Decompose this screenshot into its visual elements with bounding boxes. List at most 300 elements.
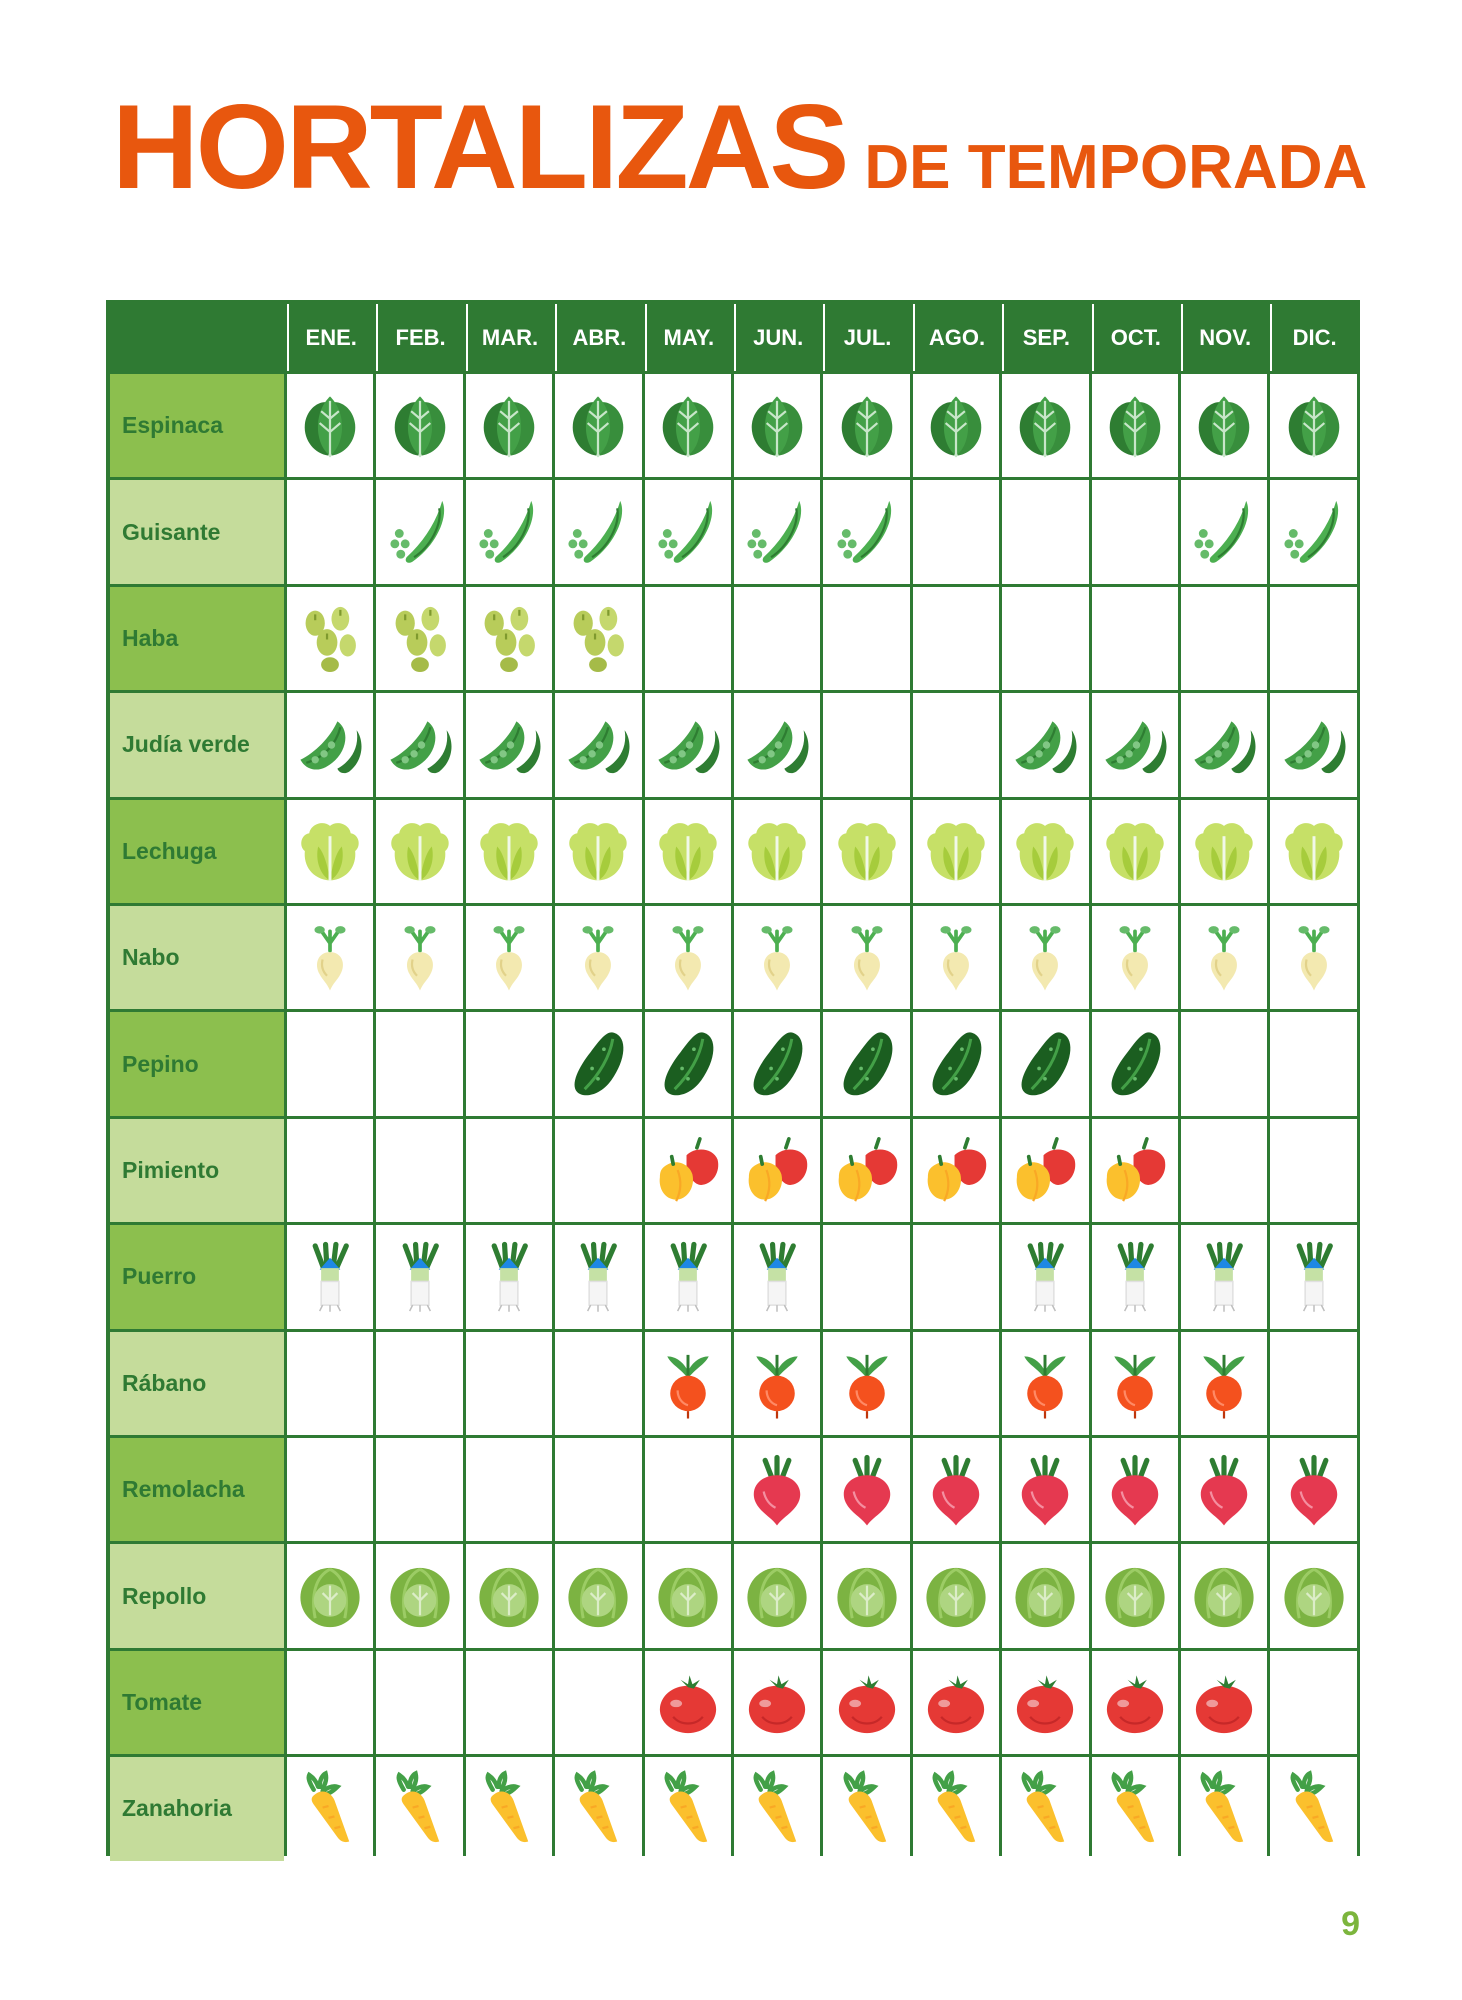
season-cell	[376, 906, 462, 1009]
pepper-icon	[1098, 1131, 1172, 1209]
vegetable-label: Pepino	[110, 1012, 284, 1115]
radish-icon	[1098, 1344, 1172, 1422]
season-cell	[645, 1544, 731, 1647]
season-cell	[913, 1332, 999, 1435]
month-header: OCT.	[1092, 304, 1178, 371]
green-bean-icon	[651, 706, 725, 784]
season-cell	[913, 374, 999, 477]
season-cell	[376, 1012, 462, 1115]
season-cell	[823, 1119, 909, 1222]
lettuce-icon	[293, 812, 367, 890]
spinach-icon	[919, 387, 993, 465]
season-cell	[645, 1651, 731, 1754]
beet-icon	[830, 1451, 904, 1529]
season-cell	[555, 1544, 641, 1647]
cabbage-icon	[1277, 1557, 1351, 1635]
season-cell	[1181, 1119, 1267, 1222]
broad-bean-icon	[561, 599, 635, 677]
beet-icon	[1187, 1451, 1261, 1529]
green-bean-icon	[561, 706, 635, 784]
season-cell	[1002, 1651, 1088, 1754]
season-cell	[1002, 693, 1088, 796]
radish-icon	[1187, 1344, 1261, 1422]
pepper-icon	[1008, 1131, 1082, 1209]
season-cell	[823, 374, 909, 477]
season-cell	[466, 480, 552, 583]
season-cell	[376, 693, 462, 796]
season-cell	[913, 1544, 999, 1647]
spinach-icon	[1008, 387, 1082, 465]
spinach-icon	[830, 387, 904, 465]
spinach-icon	[383, 387, 457, 465]
season-cell	[1092, 1651, 1178, 1754]
season-cell	[376, 374, 462, 477]
season-cell	[913, 480, 999, 583]
season-cell	[734, 1757, 820, 1860]
season-cell	[734, 1438, 820, 1541]
turnip-icon	[561, 919, 635, 997]
pea-icon	[561, 493, 635, 571]
cucumber-icon	[1008, 1025, 1082, 1103]
season-cell	[823, 1225, 909, 1328]
pea-icon	[1277, 493, 1351, 571]
pea-icon	[830, 493, 904, 571]
cucumber-icon	[651, 1025, 725, 1103]
season-cell	[645, 906, 731, 1009]
season-cell	[823, 1757, 909, 1860]
season-cell	[913, 587, 999, 690]
season-cell	[1181, 480, 1267, 583]
turnip-icon	[472, 919, 546, 997]
tomato-icon	[1098, 1663, 1172, 1741]
season-cell	[913, 906, 999, 1009]
season-cell	[823, 1651, 909, 1754]
cucumber-icon	[1098, 1025, 1172, 1103]
season-cell	[466, 693, 552, 796]
season-cell	[376, 587, 462, 690]
turnip-icon	[1187, 919, 1261, 997]
season-cell	[734, 693, 820, 796]
cucumber-icon	[561, 1025, 635, 1103]
season-cell	[734, 1332, 820, 1435]
pea-icon	[472, 493, 546, 571]
month-header: MAR.	[466, 304, 552, 371]
beet-icon	[1008, 1451, 1082, 1529]
season-cell	[466, 1544, 552, 1647]
lettuce-icon	[1277, 812, 1351, 890]
season-cell	[1002, 587, 1088, 690]
season-cell	[287, 693, 373, 796]
season-cell	[287, 1438, 373, 1541]
season-cell	[1181, 1332, 1267, 1435]
season-cell	[376, 1225, 462, 1328]
spinach-icon	[1098, 387, 1172, 465]
season-cell	[555, 1119, 641, 1222]
month-header: SEP.	[1002, 304, 1088, 371]
month-header: ENE.	[287, 304, 373, 371]
vegetable-label: Judía verde	[110, 693, 284, 796]
season-cell	[555, 800, 641, 903]
season-cell	[555, 1651, 641, 1754]
season-cell	[1270, 587, 1356, 690]
season-cell	[1002, 906, 1088, 1009]
carrot-icon	[1008, 1770, 1082, 1848]
spinach-icon	[561, 387, 635, 465]
season-cell	[1092, 480, 1178, 583]
month-header: ABR.	[555, 304, 641, 371]
season-cell	[645, 374, 731, 477]
table-header-corner	[110, 304, 284, 371]
page-title-sub: DE TEMPORADA	[864, 133, 1368, 202]
carrot-icon	[1187, 1770, 1261, 1848]
season-cell	[466, 1119, 552, 1222]
season-cell	[1002, 1544, 1088, 1647]
season-cell	[287, 1119, 373, 1222]
leek-icon	[1008, 1238, 1082, 1316]
leek-icon	[561, 1238, 635, 1316]
season-cell	[645, 1119, 731, 1222]
season-cell	[1002, 1438, 1088, 1541]
vegetable-label: Repollo	[110, 1544, 284, 1647]
season-cell	[823, 1438, 909, 1541]
season-cell	[466, 1332, 552, 1435]
season-cell	[823, 480, 909, 583]
green-bean-icon	[1098, 706, 1172, 784]
season-cell	[734, 587, 820, 690]
season-cell	[734, 480, 820, 583]
season-cell	[466, 1651, 552, 1754]
cabbage-icon	[1098, 1557, 1172, 1635]
lettuce-icon	[740, 812, 814, 890]
season-cell	[466, 1757, 552, 1860]
carrot-icon	[383, 1770, 457, 1848]
cucumber-icon	[740, 1025, 814, 1103]
cabbage-icon	[1008, 1557, 1082, 1635]
pepper-icon	[830, 1131, 904, 1209]
season-cell	[555, 480, 641, 583]
page-title	[112, 78, 1367, 216]
vegetable-label: Pimiento	[110, 1119, 284, 1222]
season-cell	[1002, 1332, 1088, 1435]
cabbage-icon	[740, 1557, 814, 1635]
page-title-main: HORTALIZAS	[112, 80, 847, 214]
carrot-icon	[919, 1770, 993, 1848]
season-cell	[734, 1012, 820, 1115]
season-cell	[555, 1438, 641, 1541]
beet-icon	[740, 1451, 814, 1529]
vegetable-label: Tomate	[110, 1651, 284, 1754]
season-cell	[555, 1012, 641, 1115]
season-cell	[1270, 1119, 1356, 1222]
season-cell	[1181, 800, 1267, 903]
season-cell	[555, 1757, 641, 1860]
season-cell	[645, 1012, 731, 1115]
carrot-icon	[830, 1770, 904, 1848]
season-cell	[466, 1012, 552, 1115]
season-cell	[287, 1225, 373, 1328]
season-cell	[823, 587, 909, 690]
leek-icon	[651, 1238, 725, 1316]
lettuce-icon	[1098, 812, 1172, 890]
month-header: DIC.	[1270, 304, 1356, 371]
lettuce-icon	[1008, 812, 1082, 890]
leek-icon	[1187, 1238, 1261, 1316]
season-cell	[1092, 374, 1178, 477]
vegetable-label: Nabo	[110, 906, 284, 1009]
season-cell	[1181, 587, 1267, 690]
leek-icon	[1098, 1238, 1172, 1316]
season-cell	[1002, 1757, 1088, 1860]
season-cell	[1181, 1225, 1267, 1328]
green-bean-icon	[472, 706, 546, 784]
green-bean-icon	[740, 706, 814, 784]
month-header: JUL.	[823, 304, 909, 371]
season-cell	[913, 1012, 999, 1115]
season-cell	[1270, 1225, 1356, 1328]
season-cell	[1270, 374, 1356, 477]
vegetable-label: Espinaca	[110, 374, 284, 477]
season-cell	[376, 800, 462, 903]
turnip-icon	[919, 919, 993, 997]
cucumber-icon	[830, 1025, 904, 1103]
vegetable-label: Remolacha	[110, 1438, 284, 1541]
spinach-icon	[740, 387, 814, 465]
turnip-icon	[293, 919, 367, 997]
pea-icon	[1187, 493, 1261, 571]
season-cell	[376, 480, 462, 583]
leek-icon	[383, 1238, 457, 1316]
broad-bean-icon	[383, 599, 457, 677]
leek-icon	[740, 1238, 814, 1316]
season-cell	[555, 587, 641, 690]
season-cell	[376, 1544, 462, 1647]
leek-icon	[1277, 1238, 1351, 1316]
beet-icon	[1277, 1451, 1351, 1529]
green-bean-icon	[1187, 706, 1261, 784]
season-cell	[645, 1438, 731, 1541]
pea-icon	[651, 493, 725, 571]
vegetable-label: Zanahoria	[110, 1757, 284, 1860]
month-header: MAY.	[645, 304, 731, 371]
season-cell	[823, 800, 909, 903]
season-cell	[376, 1757, 462, 1860]
tomato-icon	[830, 1663, 904, 1741]
turnip-icon	[651, 919, 725, 997]
season-cell	[287, 800, 373, 903]
season-cell	[287, 480, 373, 583]
season-cell	[555, 374, 641, 477]
season-cell	[823, 906, 909, 1009]
season-cell	[823, 1544, 909, 1647]
leek-icon	[293, 1238, 367, 1316]
cabbage-icon	[561, 1557, 635, 1635]
turnip-icon	[1098, 919, 1172, 997]
season-cell	[555, 1225, 641, 1328]
season-cell	[1092, 587, 1178, 690]
season-cell	[913, 1757, 999, 1860]
turnip-icon	[383, 919, 457, 997]
lettuce-icon	[651, 812, 725, 890]
season-cell	[1270, 480, 1356, 583]
carrot-icon	[740, 1770, 814, 1848]
vegetable-label: Lechuga	[110, 800, 284, 903]
season-cell	[287, 1651, 373, 1754]
cabbage-icon	[919, 1557, 993, 1635]
season-cell	[645, 800, 731, 903]
season-cell	[645, 1757, 731, 1860]
season-cell	[913, 1225, 999, 1328]
season-cell	[734, 906, 820, 1009]
season-cell	[287, 587, 373, 690]
season-cell	[1002, 1012, 1088, 1115]
lettuce-icon	[830, 812, 904, 890]
carrot-icon	[651, 1770, 725, 1848]
spinach-icon	[472, 387, 546, 465]
season-cell	[1002, 1119, 1088, 1222]
turnip-icon	[830, 919, 904, 997]
pea-icon	[740, 493, 814, 571]
season-cell	[1092, 693, 1178, 796]
carrot-icon	[1277, 1770, 1351, 1848]
vegetable-label: Haba	[110, 587, 284, 690]
cabbage-icon	[830, 1557, 904, 1635]
season-cell	[1092, 1544, 1178, 1647]
season-cell	[1270, 1651, 1356, 1754]
season-cell	[1181, 374, 1267, 477]
season-cell	[466, 587, 552, 690]
lettuce-icon	[561, 812, 635, 890]
season-cell	[645, 480, 731, 583]
radish-icon	[830, 1344, 904, 1422]
season-cell	[734, 1119, 820, 1222]
season-cell	[1092, 1757, 1178, 1860]
season-cell	[466, 374, 552, 477]
season-cell	[555, 693, 641, 796]
season-cell	[913, 1438, 999, 1541]
season-cell	[1181, 1438, 1267, 1541]
turnip-icon	[740, 919, 814, 997]
season-cell	[1002, 800, 1088, 903]
season-cell	[376, 1119, 462, 1222]
spinach-icon	[1277, 387, 1351, 465]
pepper-icon	[740, 1131, 814, 1209]
season-cell	[555, 1332, 641, 1435]
lettuce-icon	[383, 812, 457, 890]
season-cell	[376, 1438, 462, 1541]
month-header: JUN.	[734, 304, 820, 371]
season-cell	[1092, 1119, 1178, 1222]
tomato-icon	[740, 1663, 814, 1741]
lettuce-icon	[472, 812, 546, 890]
tomato-icon	[1187, 1663, 1261, 1741]
cucumber-icon	[919, 1025, 993, 1103]
season-cell	[1270, 800, 1356, 903]
carrot-icon	[472, 1770, 546, 1848]
green-bean-icon	[293, 706, 367, 784]
season-cell	[1002, 1225, 1088, 1328]
season-cell	[1181, 1651, 1267, 1754]
season-cell	[645, 1225, 731, 1328]
radish-icon	[740, 1344, 814, 1422]
season-cell	[913, 1651, 999, 1754]
green-bean-icon	[1277, 706, 1351, 784]
broad-bean-icon	[293, 599, 367, 677]
season-cell	[1002, 480, 1088, 583]
season-cell	[1181, 1012, 1267, 1115]
season-cell	[287, 1544, 373, 1647]
season-cell	[734, 1651, 820, 1754]
page-number: 9	[1341, 1905, 1360, 1943]
month-header: AGO.	[913, 304, 999, 371]
season-cell	[1092, 1225, 1178, 1328]
broad-bean-icon	[472, 599, 546, 677]
season-cell	[466, 1225, 552, 1328]
cabbage-icon	[651, 1557, 725, 1635]
cabbage-icon	[383, 1557, 457, 1635]
season-cell	[1181, 906, 1267, 1009]
lettuce-icon	[919, 812, 993, 890]
season-cell	[734, 374, 820, 477]
season-cell	[1181, 1757, 1267, 1860]
season-cell	[1270, 1438, 1356, 1541]
season-cell	[1092, 1012, 1178, 1115]
spinach-icon	[1187, 387, 1261, 465]
beet-icon	[919, 1451, 993, 1529]
tomato-icon	[919, 1663, 993, 1741]
season-cell	[466, 800, 552, 903]
season-cell	[734, 1544, 820, 1647]
lettuce-icon	[1187, 812, 1261, 890]
vegetable-label: Guisante	[110, 480, 284, 583]
carrot-icon	[561, 1770, 635, 1848]
season-cell	[376, 1651, 462, 1754]
seasonal-vegetable-table	[106, 300, 1360, 1856]
pepper-icon	[919, 1131, 993, 1209]
season-cell	[1270, 1757, 1356, 1860]
green-bean-icon	[383, 706, 457, 784]
tomato-icon	[651, 1663, 725, 1741]
vegetable-label: Rábano	[110, 1332, 284, 1435]
season-cell	[1270, 906, 1356, 1009]
season-cell	[1092, 800, 1178, 903]
turnip-icon	[1008, 919, 1082, 997]
season-cell	[1181, 693, 1267, 796]
season-cell	[1181, 1544, 1267, 1647]
cabbage-icon	[1187, 1557, 1261, 1635]
spinach-icon	[651, 387, 725, 465]
turnip-icon	[1277, 919, 1351, 997]
carrot-icon	[293, 1770, 367, 1848]
radish-icon	[651, 1344, 725, 1422]
season-cell	[734, 800, 820, 903]
pea-icon	[383, 493, 457, 571]
season-cell	[645, 693, 731, 796]
season-cell	[466, 1438, 552, 1541]
season-cell	[645, 587, 731, 690]
season-cell	[1002, 374, 1088, 477]
beet-icon	[1098, 1451, 1172, 1529]
season-cell	[287, 1012, 373, 1115]
season-cell	[1270, 1012, 1356, 1115]
season-cell	[555, 906, 641, 1009]
season-cell	[913, 1119, 999, 1222]
cabbage-icon	[293, 1557, 367, 1635]
season-cell	[466, 906, 552, 1009]
leek-icon	[472, 1238, 546, 1316]
season-cell	[287, 1757, 373, 1860]
season-cell	[1270, 1544, 1356, 1647]
season-cell	[376, 1332, 462, 1435]
